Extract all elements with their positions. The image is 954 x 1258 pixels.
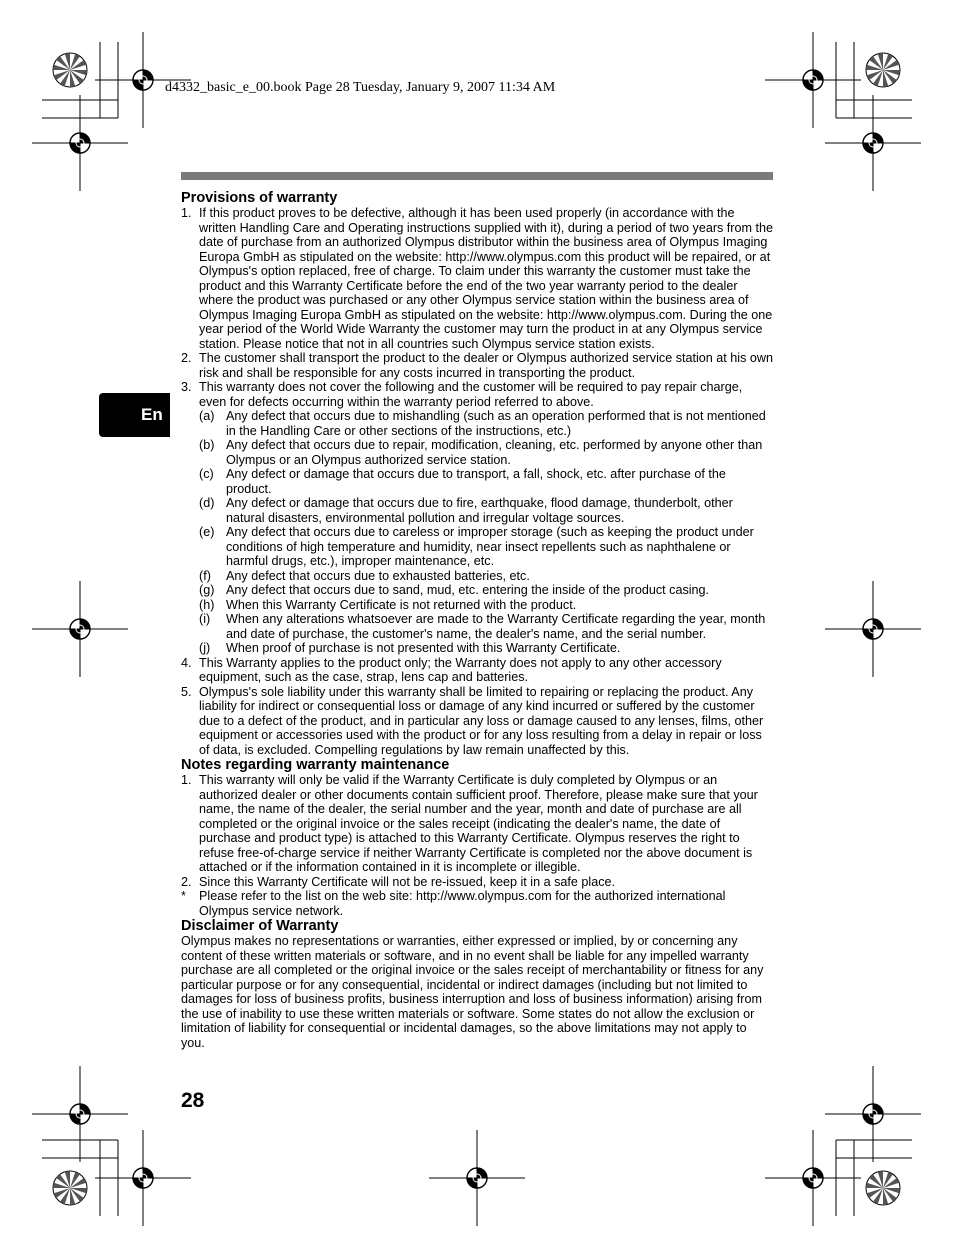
sub-item-label: (j) — [199, 641, 211, 655]
file-header: d4332_basic_e_00.book Page 28 Tuesday, January 9, 2007 11:34 AM — [165, 80, 556, 95]
item-number: 2. — [181, 874, 192, 889]
sub-item — [199, 409, 773, 438]
sub-item-label: (e) — [199, 525, 215, 539]
top-rule — [181, 172, 773, 180]
sub-item-label: (a) — [199, 409, 215, 423]
sub-item — [199, 583, 773, 598]
sub-item — [199, 525, 773, 569]
item-number: 2. — [181, 351, 192, 365]
disclaimer-text: Olympus makes no representations or warranties, either expressed or implied, by or concerning any content of these written materials or software, and in no event shall be liable for any impelled warranty purchase are all completed or the original invoice or the sales receipt of merchantability or fitness for any particular purpose or for any consequential, incidental or indirect damages (including but not limited to damages for loss of business profits, business interruption and loss of business information) arising from the use of inability to use these written materials or software. Some states do not allow the exclusion or limitation of liability for consequential or incidental damages, so the above limitations may not apply to you. — [181, 934, 764, 1050]
sub-item-text: Any defect that occurs due to sand, mud, etc. entering the inside of the product casing. — [226, 583, 710, 597]
sub-item — [199, 467, 773, 496]
item-number: * — [181, 889, 186, 903]
item-text: This Warranty applies to the product only; the Warranty does not apply to any other accessory equipment, such as the case, strap, lens cap and batteries. — [199, 655, 722, 684]
item-text: This warranty will only be valid if the Warranty Certificate is duly completed by Olympus or an authorized dealer or other documents contain sufficient proof. Therefore, please make sure that your name, the name of the dealer, the serial number and the year, month and date of purchase are all completed or the original invoice or the sales receipt (indicating the dealer's name, the date of purchase and product type) is attached to this Warranty Certificate. Olympus reserves the right to refuse free-of-charge service if neither Warranty Certificate is completed nor the above document is attached or if the information contained in it is incomplete or illegible. — [199, 773, 758, 874]
sub-item-label: (c) — [199, 467, 214, 481]
sub-item-label: (i) — [199, 612, 211, 626]
notes-heading: Notes regarding warranty maintenance — [181, 757, 450, 773]
sub-item-text: Any defect or damage that occurs due to transport, a fall, shock, etc. after purchase of the product. — [226, 467, 726, 496]
item-number: 5. — [181, 684, 192, 699]
provisions-heading: Provisions of warranty — [181, 190, 338, 206]
sub-item-label: (f) — [199, 568, 211, 583]
sub-item-text: Any defect that occurs due to exhausted batteries, etc. — [226, 568, 530, 583]
sub-item-text: Any defect that occurs due to repair, modification, cleaning, etc. performed by anyone other than Olympus or an Olympus authorized service station. — [226, 438, 763, 467]
item-text: This warranty does not cover the following and the customer will be required to pay repair charge, even for defects occurring within the warranty period referred to above. — [199, 380, 743, 409]
sub-item — [199, 438, 773, 467]
list-item — [181, 889, 773, 918]
list-item — [181, 656, 773, 685]
sub-item-text: Any defect that occurs due to careless or improper storage (such as keeping the product under conditions of high temperature and humidity, near insect repellents such as naphthalene or harmful drugs, etc.), improper maintenance, etc. — [226, 525, 754, 568]
disclaimer-heading: Disclaimer of Warranty — [181, 918, 339, 934]
sub-item-label: (d) — [199, 496, 215, 510]
sub-item-text: When any alterations whatsoever are made to the Warranty Certificate regarding the year, month and date of purchase, the customer's name, the dealer's name, and the serial number. — [226, 612, 766, 641]
notes-list — [181, 773, 773, 918]
item-text: Olympus's sole liability under this warranty shall be limited to repairing or replacing the product. Any liability for indirect or consequential loss or damage of any kind incurred or suffered by the customer due to a defect of the product, and in particular any loss or damage caused to any lenses, films, other equipment or accessories used with the product or for any loss resulting from a delay in repair or loss of data, is excluded. Compelling regulations by law remain unaffected by this. — [199, 684, 764, 757]
list-item — [181, 351, 773, 380]
document-body — [181, 190, 773, 1050]
item-number: 1. — [181, 773, 192, 787]
sub-item — [199, 612, 773, 641]
list-item — [181, 773, 773, 875]
sub-item — [199, 496, 773, 525]
item-text: The customer shall transport the product to the dealer or Olympus authorized service station at his own risk and shall be responsible for any costs incurred in transporting the product. — [199, 351, 773, 380]
list-item — [181, 380, 773, 656]
language-tab: En — [99, 393, 170, 437]
provisions-list — [181, 206, 773, 757]
item-number: 3. — [181, 380, 192, 394]
sub-item-label: (g) — [199, 583, 215, 597]
page-number: 28 — [181, 1089, 205, 1112]
list-item — [181, 875, 773, 890]
list-item — [181, 685, 773, 758]
list-item — [181, 206, 773, 351]
sub-item — [199, 569, 773, 584]
exclusions-list — [199, 409, 773, 656]
sub-item-label: (b) — [199, 438, 215, 452]
sub-item — [199, 641, 773, 656]
sub-item-text: Any defect that occurs due to mishandling (such as an operation performed that is not mentioned in the Handling Care or other sections of the instructions, etc.) — [226, 409, 766, 438]
sub-item-text: When proof of purchase is not presented with this Warranty Certificate. — [226, 641, 621, 655]
sub-item-label: (h) — [199, 597, 215, 612]
sub-item-text: Any defect or damage that occurs due to fire, earthquake, flood damage, thunderbolt, other natural disasters, environmental pollution and irregular voltage sources. — [226, 496, 733, 525]
item-text: Since this Warranty Certificate will not be re-issued, keep it in a safe place. — [199, 874, 616, 889]
item-text: Please refer to the list on the web site: http://www.olympus.com for the authorized international Olympus service network. — [199, 889, 726, 918]
sub-item-text: When this Warranty Certificate is not returned with the product. — [226, 597, 577, 612]
item-number: 1. — [181, 206, 192, 220]
item-text: If this product proves to be defective, although it has been used properly (in accordance with the written Handling Care and Operating instructions supplied with it), during a period of two years from the date of purchase from an authorized Olympus distributor within the business area of Olympus Imaging Europa GmbH as stipulated on the website: http://www.olympus.com this product will be repaired, or at Olympus's option replaced, free of charge. To claim under this warranty the customer must take the product and this Warranty Certificate before the end of the two year warranty period to the dealer where the product was purchased or any other Olympus service station within the business area of Olympus Imaging Europa GmbH as stipulated on the website: http://www.olympus.com. During the one year period of the World Wide Warranty the customer may turn the product in at any Olympus service station. Please notice that not in all countries such Olympus service station exists. — [199, 206, 774, 351]
sub-item — [199, 598, 773, 613]
item-number: 4. — [181, 655, 192, 670]
